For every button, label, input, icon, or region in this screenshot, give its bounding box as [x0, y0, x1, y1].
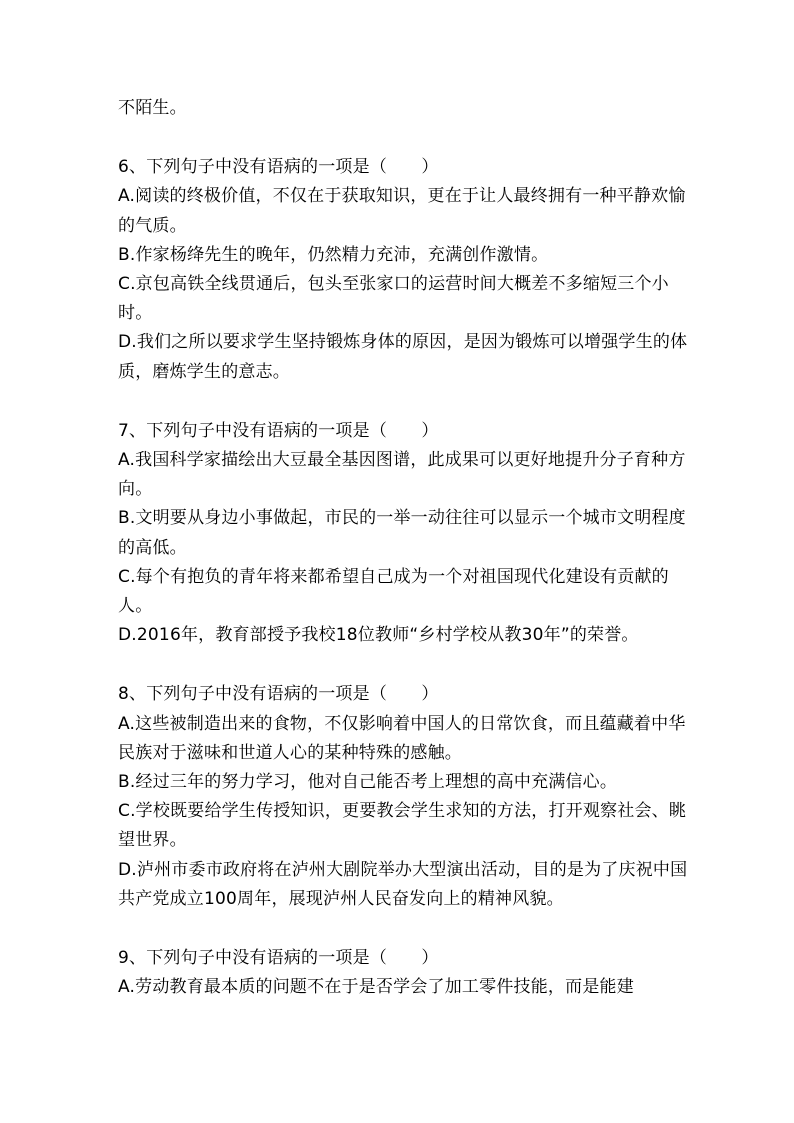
- option-c: C.学校既要给学生传授知识，更要教会学生求知的方法，打开观察社会、眺望世界。: [118, 801, 687, 851]
- option-d: D.2016年，教育部授予我校18位教师“乡村学校从教30年”的荣誉。: [118, 625, 639, 646]
- question-title: 8、下列句子中没有语病的一项是（ ）: [118, 684, 439, 705]
- question-title: 6、下列句子中没有语病的一项是（ ）: [118, 157, 439, 178]
- question-title: 7、下列句子中没有语病的一项是（ ）: [118, 420, 439, 441]
- option-d: D.我们之所以要求学生坚持锻炼身体的原因，是因为锻炼可以增强学生的体质，磨炼学生的意志。: [118, 332, 688, 382]
- option-a: A.阅读的终极价值，不仅在于获取知识，更在于让人最终拥有一种平静欢愉的气质。: [118, 186, 686, 236]
- option-b: B.经过三年的努力学习，他对自己能否考上理想的高中充满信心。: [118, 772, 618, 793]
- option-c: C.京包高铁全线贯通后，包头至张家口的运营时间大概差不多缩短三个小时。: [118, 274, 669, 324]
- document-content: [118, 94, 688, 1002]
- question-9: [118, 944, 688, 1002]
- option-a: A.这些被制造出来的食物，不仅影响着中国人的日常饮食，而且蕴藏着中华民族对于滋味和世道人心的某种特殊的感触。: [118, 713, 686, 763]
- intro-tail-text: 不陌生。: [118, 98, 187, 118]
- option-c: C.每个有抱负的青年将来都希望自己成为一个对祖国现代化建设有贡献的人。: [118, 566, 669, 617]
- option-a: A.我国科学家描绘出大豆最全基因图谱，此成果可以更好地提升分子育种方向。: [118, 450, 686, 500]
- option-d: D.泸州市委市政府将在泸州大剧院举办大型演出活动，目的是为了庆祝中国共产党成立100周年，展现泸州人民奋发向上的精神风貌。: [118, 859, 688, 909]
- question-8: [118, 680, 688, 914]
- option-b: B.作家杨绛先生的晚年，仍然精力充沛，充满创作激情。: [118, 244, 549, 265]
- question-7: [118, 417, 688, 651]
- question-title: 9、下列句子中没有语病的一项是（ ）: [118, 948, 439, 969]
- option-b: B.文明要从身边小事做起，市民的一举一动往往可以显示一个城市文明程度的高低。: [118, 508, 686, 558]
- option-a: A.劳动教育最本质的问题不在于是否学会了加工零件技能，而是能建: [118, 977, 634, 998]
- question-6: [118, 153, 688, 387]
